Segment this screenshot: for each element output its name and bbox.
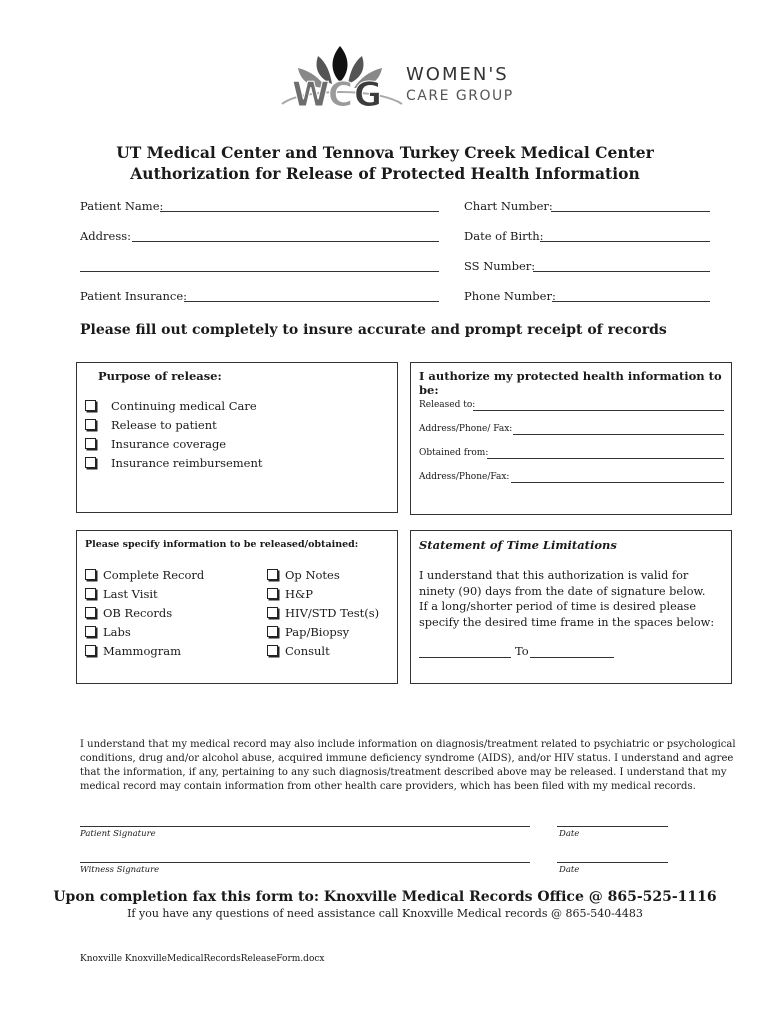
specify-information-box — [76, 530, 398, 684]
form-title-line1: UT Medical Center and Tennova Turkey Creek Medical Center — [116, 143, 654, 162]
disclaimer-paragraph: I understand that my medical record may also include information on diagnosis/treatment related to psychiatric or psychological conditions, drug and/or alcohol abuse, acquired immune deficiency syndrome (AIDS), and/or HIV status. I understand and agree that the information, if any, pertaining to any such diagnosis/treatment described above may be released. I understand that my medical record may contain information from other health care providers, which has been filed with my medical records. — [80, 739, 736, 792]
time-limitations-text: I understand that this authorization is valid for ninety (90) days from the date of signature below. If a long/shorter period of time is desired please specify the desired time frame in the spaces below: — [419, 569, 715, 629]
phone-number-label: Phone Number: — [464, 289, 556, 303]
record-option[interactable]: Complete Record — [85, 568, 204, 582]
patient-name-label: Patient Name: — [80, 199, 164, 213]
checkbox-icon — [85, 419, 96, 430]
date-of-birth-label: Date of Birth: — [464, 229, 544, 243]
checkbox-icon — [85, 588, 96, 599]
address-phone-fax-field[interactable] — [511, 482, 724, 483]
lotus-logo-icon — [278, 44, 408, 112]
record-option[interactable]: Consult — [267, 644, 330, 658]
fax-instruction: Upon completion fax this form to: Knoxville Medical Records Office @ 865-525-1116 — [53, 889, 717, 905]
patient-signature-label: Patient Signature — [80, 829, 156, 839]
time-to-field[interactable] — [530, 657, 614, 658]
svg-text:C: C — [328, 75, 353, 112]
checkbox-icon — [85, 400, 96, 411]
record-option[interactable]: HIV/STD Test(s) — [267, 606, 379, 620]
witness-date-label: Date — [559, 865, 580, 875]
specify-title: Please specify information to be released/obtained: — [85, 539, 359, 550]
checkbox-icon — [85, 438, 96, 449]
address-line2-field[interactable] — [80, 271, 439, 272]
released-to-label: Released to: — [419, 400, 476, 410]
authorize-release-box — [410, 362, 732, 515]
purpose-option[interactable]: Insurance reimbursement — [85, 456, 263, 470]
chart-number-field[interactable] — [551, 211, 710, 212]
patient-date-field[interactable] — [557, 826, 668, 827]
logo-line1: WOMEN'S — [406, 64, 509, 85]
logo-line2: CARE GROUP — [406, 88, 514, 104]
checkbox-icon — [85, 626, 96, 637]
address-phone-fax-field[interactable] — [513, 434, 724, 435]
address-field[interactable] — [132, 241, 439, 242]
obtained-from-label: Obtained from: — [419, 448, 489, 458]
purpose-option[interactable]: Insurance coverage — [85, 437, 226, 451]
authorize-title: I authorize my protected health information to be: — [419, 369, 722, 397]
purpose-title: Purpose of release: — [98, 369, 222, 383]
record-option[interactable]: Op Notes — [267, 568, 340, 582]
date-of-birth-field[interactable] — [540, 241, 710, 242]
chart-number-label: Chart Number: — [464, 199, 553, 213]
record-option[interactable]: OB Records — [85, 606, 172, 620]
patient-date-label: Date — [559, 829, 580, 839]
checkbox-icon — [267, 569, 278, 580]
address-phone-fax-label: Address/Phone/Fax: — [419, 472, 510, 482]
svg-text:G: G — [354, 75, 382, 112]
witness-signature-label: Witness Signature — [80, 865, 160, 875]
address-label: Address: — [80, 229, 132, 243]
witness-date-field[interactable] — [557, 862, 668, 863]
instruction-heading: Please fill out completely to insure accurate and prompt receipt of records — [80, 322, 667, 338]
purpose-option[interactable]: Release to patient — [85, 418, 217, 432]
obtained-from-field[interactable] — [487, 458, 724, 459]
released-to-field[interactable] — [473, 410, 724, 411]
checkbox-icon — [85, 607, 96, 618]
checkbox-icon — [85, 457, 96, 468]
patient-insurance-field[interactable] — [184, 301, 439, 302]
checkbox-icon — [267, 607, 278, 618]
ss-number-label: SS Number: — [464, 259, 536, 273]
record-option[interactable]: Last Visit — [85, 587, 158, 601]
purpose-of-release-box — [76, 362, 398, 513]
time-limitations-title: Statement of Time Limitations — [419, 538, 617, 552]
checkbox-icon — [85, 569, 96, 580]
document-filename: Knoxville KnoxvilleMedicalRecordsReleaseForm.docx — [80, 954, 325, 964]
form-title-line2: Authorization for Release of Protected Health Information — [130, 164, 640, 183]
address-phone-fax-label: Address/Phone/ Fax: — [419, 424, 513, 434]
patient-name-field[interactable] — [160, 211, 439, 212]
phone-number-field[interactable] — [552, 301, 710, 302]
checkbox-icon — [267, 626, 278, 637]
patient-insurance-label: Patient Insurance: — [80, 289, 188, 303]
purpose-option[interactable]: Continuing medical Care — [85, 399, 257, 413]
record-option[interactable]: Mammogram — [85, 644, 181, 658]
record-option[interactable]: Labs — [85, 625, 131, 639]
record-option[interactable]: H&P — [267, 587, 313, 601]
ss-number-field[interactable] — [533, 271, 710, 272]
svg-text:W: W — [292, 75, 330, 112]
checkbox-icon — [85, 645, 96, 656]
witness-signature-field[interactable] — [80, 862, 530, 863]
patient-signature-field[interactable] — [80, 826, 530, 827]
time-from-field[interactable] — [419, 657, 511, 658]
time-limitations-box — [410, 530, 732, 684]
contact-instruction: If you have any questions of need assistance call Knoxville Medical records @ 865-540-4483 — [127, 907, 643, 920]
checkbox-icon — [267, 588, 278, 599]
checkbox-icon — [267, 645, 278, 656]
record-option[interactable]: Pap/Biopsy — [267, 625, 349, 639]
to-label: To — [515, 644, 529, 658]
